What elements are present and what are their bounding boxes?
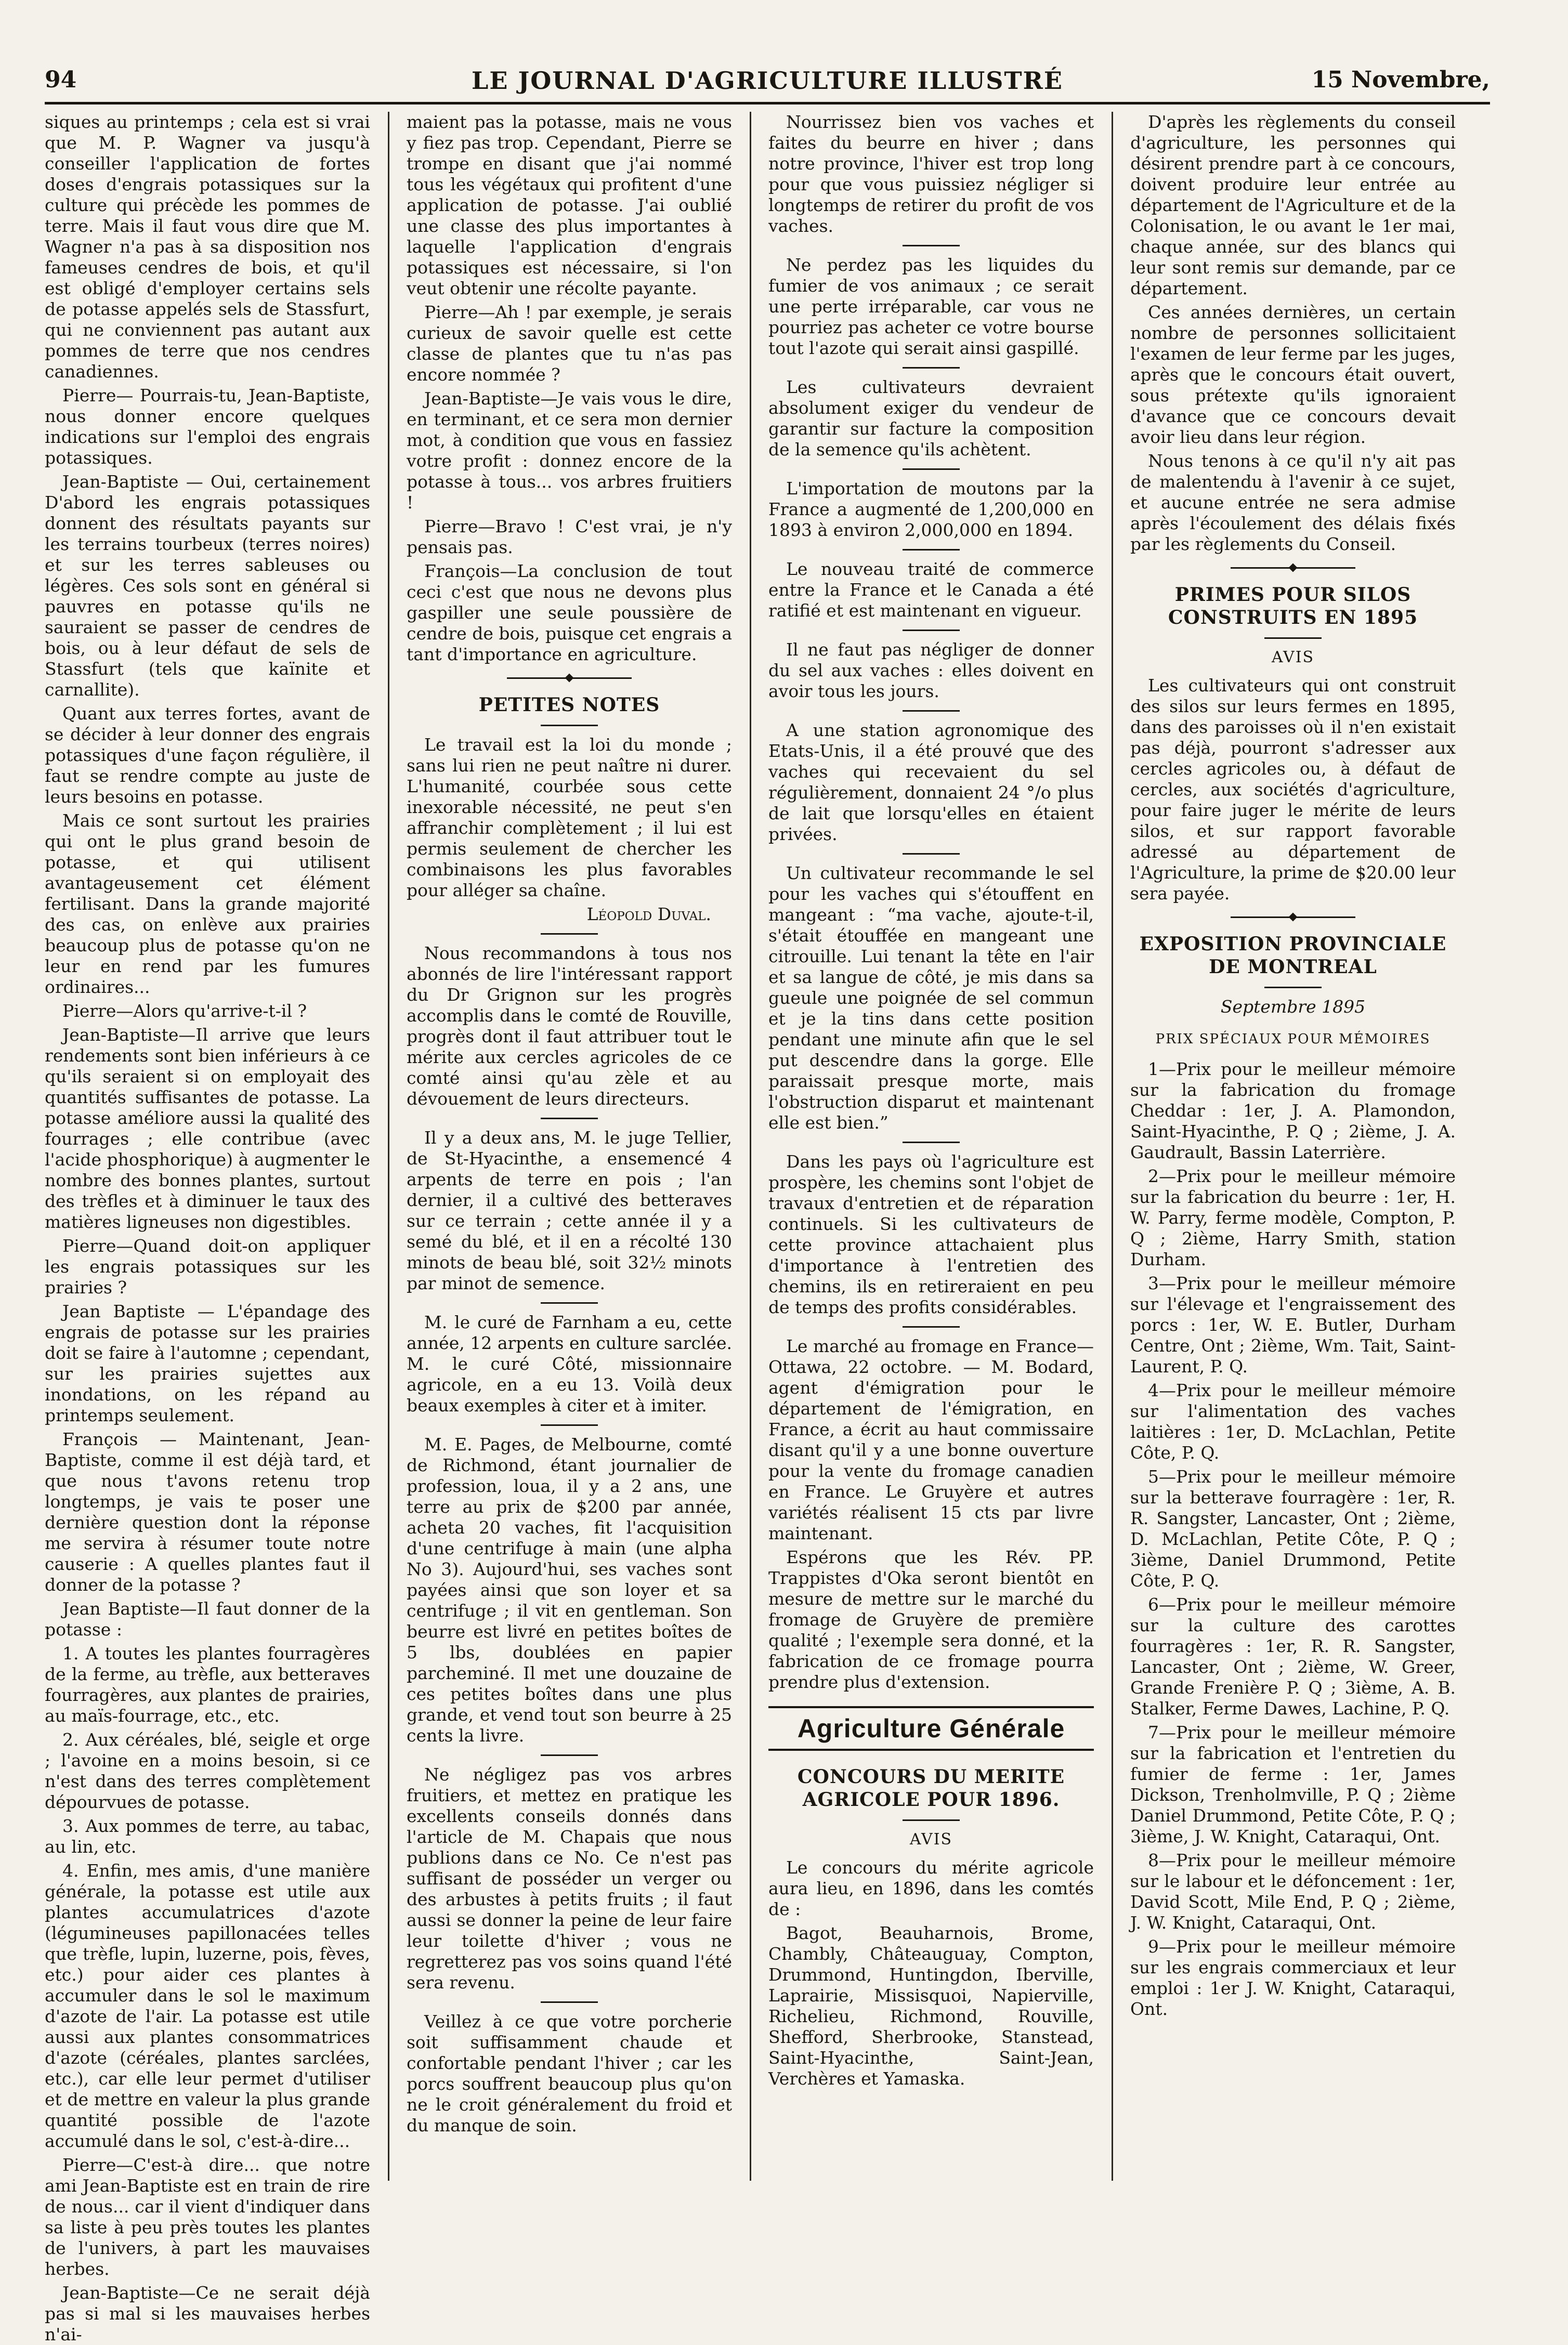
issue-date: 15 Novembre, (1311, 67, 1490, 93)
short-rule (541, 1118, 598, 1119)
paragraph: Mais ce sont surtout les prairies qui ont le plus grand besoin de potasse, et qui utilisent avantageusement cet élément fertilisant. Dans la grande majorité des cas, on enlève aux prairies beaucoup plus de potasse qu'on ne leur en rend par les fumures ordinaires... (45, 810, 370, 997)
page-header (45, 67, 1490, 100)
paragraph: François — Maintenant, Jean-Baptiste, comme il est déjà tard, et que nous t'avons retenu trop longtemps, je vais te poser une dernière question dont la réponse me servira à résumer toute notre causerie : A quelles plantes faut il donner de la potasse ? (45, 1429, 370, 1595)
section-ornament (507, 677, 632, 679)
paragraph: 2. Aux céréales, blé, seigle et orge ; l'avoine en a moins besoin, si ce n'est dans des terres complètement dépourvues de potasse. (45, 1730, 370, 1812)
short-rule (541, 2001, 598, 2003)
paragraph: Il y a deux ans, M. le juge Tellier, de St-Hyacinthe, a ensemencé 4 arpents de terre en pois ; l'an dernier, il a cultivé des betteraves sur ce terrain ; cette année il y a semé du blé, et il en a récolté 130 minots de beau blé, soit 32½ minots par minot de semence. (407, 1128, 732, 1293)
paragraph: Pierre—Quand doit-on appliquer les engrais potassiques sur les prairies ? (45, 1236, 370, 1298)
short-rule (903, 549, 960, 551)
paragraph: Pierre—C'est-à dire... que notre ami Jean-Baptiste est en train de rire de nous... car il vient d'indiquer dans sa liste à peu près toutes les plantes de l'univers, à part les mauvaises herbes. (45, 2155, 370, 2279)
short-rule (903, 1142, 960, 1143)
column-separator (388, 112, 389, 2181)
author-signature: Léopold Duval. (586, 904, 711, 924)
paragraph: Un cultivateur recommande le sel pour les vaches qui s'étouffent en mangeant : “ma vache, ajoute-t-il, s'était étouffée en mangeant une citrouille. Lui tenant la tête en l'air et sa langue de côté, je mis dans sa gueule une poignée de sel commun et je la tins dans cette position pendant une minute afin que le sel put descendre dans la gorge. Elle paraissait presque morte, mais l'obstruction disparut et maintenant elle est bien.” (768, 863, 1094, 1133)
paragraph: Les cultivateurs devraient absolument exiger du vendeur de garantir sur facture la composition de la semence qu'ils achètent. (768, 377, 1094, 460)
paragraph: Jean Baptiste—Il faut donner de la potasse : (45, 1599, 370, 1640)
paragraph: 4. Enfin, mes amis, d'une manière générale, la potasse est utile aux plantes accumulatrices d'azote (légumineuses papillonacées telles que trèfle, lupin, luzerne, pois, fèves, etc.) pour aider ces plantes à accumuler dans le sol le maximum d'azote de l'air. La potasse est utile aussi aux plantes consommatrices d'azote (céréales, plantes sarclées, etc.), car elle leur permet d'utiliser et de mettre en valeur la plus grande quantité possible de l'azote accumulé dans le sol, c'est-à-dire... (45, 1861, 370, 2151)
header-rule (45, 102, 1490, 104)
short-rule (903, 1819, 960, 1821)
column-4 (1130, 112, 1456, 2181)
paragraph: Pierre—Alors qu'arrive-t-il ? (62, 1001, 307, 1021)
paragraph: Il ne faut pas négliger de donner du sel aux vaches : elles doivent en avoir tous les jours. (768, 639, 1094, 701)
column-1 (45, 112, 370, 2344)
prize-item: 3—Prix pour le meilleur mémoire sur l'élevage et l'engraissement des porcs : 1er, W. E. Butler, Durham Centre, Ont ; 2ième, Wm. Tait, Saint-Laurent, P. Q. (1130, 1273, 1456, 1377)
short-rule (1264, 987, 1322, 988)
paragraph: Ces années dernières, un certain nombre de personnes sollicitaient l'examen de leur ferme par les juges, après que le concours était ouvert, sous prétexte qu'ils ignoraient d'avance que ce concours devait avoir lieu dans leur région. (1130, 302, 1456, 447)
paragraph: Bagot, Beauharnois, Brome, Chambly, Châteauguay, Compton, Drummond, Huntingdon, Iberville, Laprairie, Missisquoi, Napierville, Richelieu, Richmond, Rouville, Shefford, Sherbrooke, Stanstead, Saint-Hyacinthe, Saint-Jean, Verchères et Yamaska. (768, 1923, 1094, 2089)
article-title-concours: CONCOURS DU MERITE AGRICOLE POUR 1896. (797, 1766, 1065, 1811)
paragraph: Ne négligez pas vos arbres fruitiers, et mettez en pratique les excellents conseils donnés dans l'article de M. Chapais que nous publions dans ce No. Ce n'est pas suffisant de posséder un verger ou des arbustes à petits fruits ; il faut aussi se donner la peine de leur faire leur toilette d'hiver ; vous ne regretterez pas vos soins quand l'été sera revenu. (407, 1764, 732, 1993)
short-rule (903, 1326, 960, 1328)
prize-item: 2—Prix pour le meilleur mémoire sur la fabrication du beurre : 1er, H. W. Parry, ferme modèle, Compton, P. Q ; 2ième, Harry Smith, station Durham. (1130, 1166, 1456, 1269)
paragraph: Ne perdez pas les liquides du fumier de vos animaux ; ce serait une perte irréparable, car vous ne pourriez pas acheter ce votre bourse tout l'azote qui serait ainsi gaspillé. (768, 255, 1094, 358)
prize-item: 8—Prix pour le meilleur mémoire sur le labour et le défoncement : 1er, David Scott, Mile End, P. Q ; 2ième, J. W. Knight, Cataraqui, Ont. (1130, 1850, 1456, 1933)
prize-item: 6—Prix pour le meilleur mémoire sur la culture des carottes fourragères : 1er, R. R. Sangster, Lancaster, Ont ; 2ième, W. Greer, Grande Frenière P. Q ; 3ième, A. B. Stalker, Ferme Dawes, Lachine, P. Q. (1130, 1594, 1456, 1719)
paragraph: 1. A toutes les plantes fourragères de la ferme, au trèfle, aux betteraves fourragères, aux plantes de prairies, au maïs-fourrage, etc., etc. (45, 1643, 370, 1726)
journal-title: LE JOURNAL D'AGRICULTURE ILLUSTRÉ (472, 67, 1063, 95)
short-rule (541, 1424, 598, 1426)
column-2 (407, 112, 732, 2181)
paragraph: D'après les règlements du conseil d'agriculture, les personnes qui désirent prendre part à ce concours, doivent produire leur entrée au département de l'Agriculture et de la Colonisation, le ou avant le 1er mai, chaque année, sur des blancs qui leur sont remis sur demande, par ce département. (1130, 112, 1456, 298)
paragraph: Quant aux terres fortes, avant de se décider à leur donner des engrais potassiques d'une façon régulière, il faut se rendre compte au juste de leurs besoins en potasse. (45, 703, 370, 807)
prize-item: 5—Prix pour le meilleur mémoire sur la betterave fourragère : 1er, R. R. Sangster, Lancaster, Ont ; 2ième, D. McLachlan, Petite Côte, P. Q ; 3ième, Daniel Drummond, Petite Côte, P. Q. (1130, 1466, 1456, 1591)
paragraph: Le nouveau traité de commerce entre la France et le Canada a été ratifié et est maintenant en vigueur. (768, 559, 1094, 621)
paragraph: Nous recommandons à tous nos abonnés de lire l'intéressant rapport du Dr Grignon sur les progrès accomplis dans le comté de Rouville, progrès dont il faut attribuer tout le mérite aux cercles agricoles de ce comté ainsi qu'au zèle et au dévouement de leurs directeurs. (407, 943, 732, 1109)
paragraph: Jean-Baptiste—Je vais vous le dire, en terminant, et ce sera mon dernier mot, à condition que vous en fassiez votre profit : donnez encore de la potasse à tous... vos arbres fruitiers ! (407, 388, 732, 513)
section-title-petites-notes: PETITES NOTES (478, 694, 660, 716)
short-rule (541, 933, 598, 935)
paragraph: Pierre—Bravo ! C'est vrai, je n'y pensais pas. (407, 516, 732, 557)
paragraph: Les cultivateurs qui ont construit des silos sur leurs fermes en 1895, dans des paroisses où il n'en existait pas déjà, pourront s'adresser aux cercles agricoles ou, à défaut de cercles, aux sociétés d'agriculture, pour faire juger le mérite de leurs silos, et sur rapport favorable adressé au département de l'Agriculture, la prime de $20.00 leur sera payée. (1130, 675, 1456, 903)
column-separator (1112, 112, 1113, 2181)
exposition-date: Septembre 1895 (1220, 997, 1366, 1017)
paragraph: Espérons que les Rév. PP. Trappistes d'Oka seront bientôt en mesure de mettre sur le marché du fromage de Gruyère de première qualité ; l'exemple sera donné, et la fabrication de ce fromage pourra prendre plus d'extension. (768, 1547, 1094, 1692)
paragraph: maient pas la potasse, mais ne vous y fiez pas trop. Cependant, Pierre se trompe en disant que j'ai nommé tous les végétaux qui profitent d'une application de potasse. J'ai oublié une classe des plus importantes à laquelle l'application d'engrais potassiques est nécessaire, si l'on veut obtenir une récolte payante. (407, 112, 732, 298)
paragraph: A une station agronomique des Etats-Unis, il a été prouvé que des vaches qui recevaient du sel régulièrement, donnaient 24 °/o plus de lait que lorsqu'elles en étaient privées. (768, 720, 1094, 844)
paragraph: Pierre— Pourrais-tu, Jean-Baptiste, nous donner encore quelques indications sur l'emploi des engrais potassiques. (45, 385, 370, 468)
section-title-exposition: EXPOSITION PROVINCIALE DE MONTREAL (1139, 933, 1447, 978)
short-rule (903, 853, 960, 855)
paragraph: Dans les pays où l'agriculture est prospère, les chemins sont l'objet de travaux d'entretien et de réparation continuels. Si les cultivateurs de cette province attachaient plus d'importance à l'entretien des chemins, ils en retireraient en peu de temps des profits considérables. (768, 1151, 1094, 1317)
paragraph: 3. Aux pommes de terre, au tabac, au lin, etc. (45, 1816, 370, 1857)
column-3 (768, 112, 1094, 2181)
paragraph: Jean-Baptiste—Ce ne serait déjà pas si mal si les mauvaises herbes n'ai- (45, 2283, 370, 2344)
avis-label: AVIS (1271, 648, 1315, 666)
column-separator (750, 112, 751, 2181)
prizes-heading: PRIX SPÉCIAUX POUR MÉMOIRES (1155, 1031, 1431, 1047)
paragraph: siques au printemps ; cela est si vrai que M. P. Wagner va jusqu'à conseiller l'application de fortes doses d'engrais potassiques sur la culture qui précède les pommes de terre. Mais il faut vous dire que M. Wagner n'a pas à sa disposition nos fameuses cendres de bois, et qu'il est obligé d'employer certains sels de potasse appelés sels de Stassfurt, qui ne conviennent pas autant aux pommes de terre que nos cendres canadiennes. (45, 112, 370, 382)
prize-item: 4—Prix pour le meilleur mémoire sur l'alimentation des vaches laitières : 1er, D. McLachlan, Petite Côte, P. Q. (1130, 1380, 1456, 1463)
short-rule (541, 1302, 598, 1304)
section-title-agriculture-generale: Agriculture Générale (768, 1706, 1094, 1751)
avis-label: AVIS (909, 1830, 953, 1849)
paragraph: M. E. Pages, de Melbourne, comté de Richmond, étant journalier de profession, loua, il y a 2 ans, une terre au prix de $200 par année, acheta 20 vaches, fit l'acquisition d'une centrifuge à main (une alpha No 3). Aujourd'hui, ses vaches sont payées ainsi que son loyer et sa centrifuge ; il vit en gentleman. Son beurre est livré en petites boîtes de 5 lbs, doublées en papier parcheminé. Il met une douzaine de ces petites boîtes dans une plus grande, et vend tout son beurre à 25 cents la livre. (407, 1434, 732, 1746)
paragraph: M. le curé de Farnham a eu, cette année, 12 arpents en culture sarclée. M. le curé Côté, missionnaire agricole, en a eu 13. Voilà deux beaux exemples à citer et à imiter. (407, 1312, 732, 1416)
section-ornament (1231, 567, 1355, 569)
short-rule (541, 1754, 598, 1756)
paragraph: François—La conclusion de tout ceci c'est que nous ne devons plus gaspiller une seule poussière de cendre de bois, puisque cet engrais a tant d'importance en agriculture. (407, 561, 732, 664)
short-rule (903, 245, 960, 246)
paragraph: Veillez à ce que votre porcherie soit suffisamment chaude et confortable pendant l'hiver ; car les porcs souffrent beaucoup plus qu'on ne le croit généralement du froid et du manque de soin. (407, 2011, 732, 2136)
short-rule (903, 710, 960, 712)
page-number: 94 (45, 67, 77, 93)
prize-item: 9—Prix pour le meilleur mémoire sur les engrais commerciaux et leur emploi : 1er J. W. Knight, Cataraqui, Ont. (1130, 1936, 1456, 2019)
paragraph: Jean Baptiste — L'épandage des engrais de potasse sur les prairies doit se faire à l'automne ; cependant, sur les prairies sujettes aux inondations, on les répand au printemps seulement. (45, 1301, 370, 1425)
short-rule (903, 468, 960, 470)
section-ornament (1231, 916, 1355, 918)
prize-item: 1—Prix pour le meilleur mémoire sur la fabrication du fromage Cheddar : 1er, J. A. Plamondon, Saint-Hyacinthe, P. Q ; 2ième, J. A. Gaudrault, Bassin Laterrière. (1130, 1059, 1456, 1162)
paragraph: Nous tenons à ce qu'il n'y ait pas de malentendu à l'avenir à ce sujet, et aucune entrée ne sera admise après l'écoulement des délais fixés par les règlements du Conseil. (1130, 451, 1456, 554)
short-rule (903, 630, 960, 631)
paragraph: Le concours du mérite agricole aura lieu, en 1896, dans les comtés de : (768, 1857, 1094, 1919)
short-rule (903, 367, 960, 369)
section-title-primes-silos: PRIMES POUR SILOS CONSTRUITS EN 1895 (1168, 584, 1418, 628)
paragraph: Pierre—Ah ! par exemple, je serais curieux de savoir quelle est cette classe de plantes que tu n'as pas encore nommée ? (407, 302, 732, 385)
prize-item: 7—Prix pour le meilleur mémoire sur la fabrication et l'entretien du fumier de ferme : 1er, James Dickson, Trenholmville, P. Q ; 2ième Daniel Drummond, Petite Côte, P. Q ; 3ième, J. W. Knight, Cataraqui, Ont. (1130, 1722, 1456, 1846)
short-rule (1264, 637, 1322, 639)
paragraph: L'importation de moutons par la France a augmenté de 1,200,000 en 1893 à environ 2,000,000 en 1894. (768, 478, 1094, 540)
paragraph: Jean-Baptiste — Oui, certainement D'abord les engrais potassiques donnent des résultats payants sur les terrains tourbeux (terres noires) et sur les terres sableuses ou légères. Ces sols sont en général si pauvres en potasse qu'ils ne sauraient se passer de cendres de bois, ou à leur défaut de sels de Stassfurt (tels que kaïnite et carnallite). (45, 471, 370, 700)
paragraph: Le marché au fromage en France— Ottawa, 22 octobre. — M. Bodard, agent d'émigration pour le département de l'émigration, en France, a écrit au haut commissaire disant qu'il y a une bonne ouverture pour la vente du fromage canadien en France. Le Gruyère et autres variétés réalisent 15 cts par livre maintenant. (768, 1336, 1094, 1543)
paragraph: Le travail est la loi du monde ; sans lui rien ne peut naître ni durer. L'humanité, courbée sous cette inexorable nécessité, ne peut s'en affranchir complètement ; il lui est permis seulement de chercher les combinaisons les plus favorables pour alléger sa chaîne. (407, 735, 732, 900)
paragraph: Jean-Baptiste—Il arrive que leurs rendements sont bien inférieurs à ce qu'ils seraient si on employait des quantités suffisantes de potasse. La potasse améliore aussi la qualité des fourrages ; elle contribue (avec l'acide phosphorique) à augmenter le nombre des bonnes plantes, surtout des trèfles et à diminuer le taux des matières ligneuses non digestibles. (45, 1025, 370, 1232)
short-rule (541, 725, 598, 726)
paragraph: Nourrissez bien vos vaches et faites du beurre en hiver ; dans notre province, l'hiver est trop long pour que vous puissiez négliger si longtemps de retirer du profit de vos vaches. (768, 112, 1094, 236)
